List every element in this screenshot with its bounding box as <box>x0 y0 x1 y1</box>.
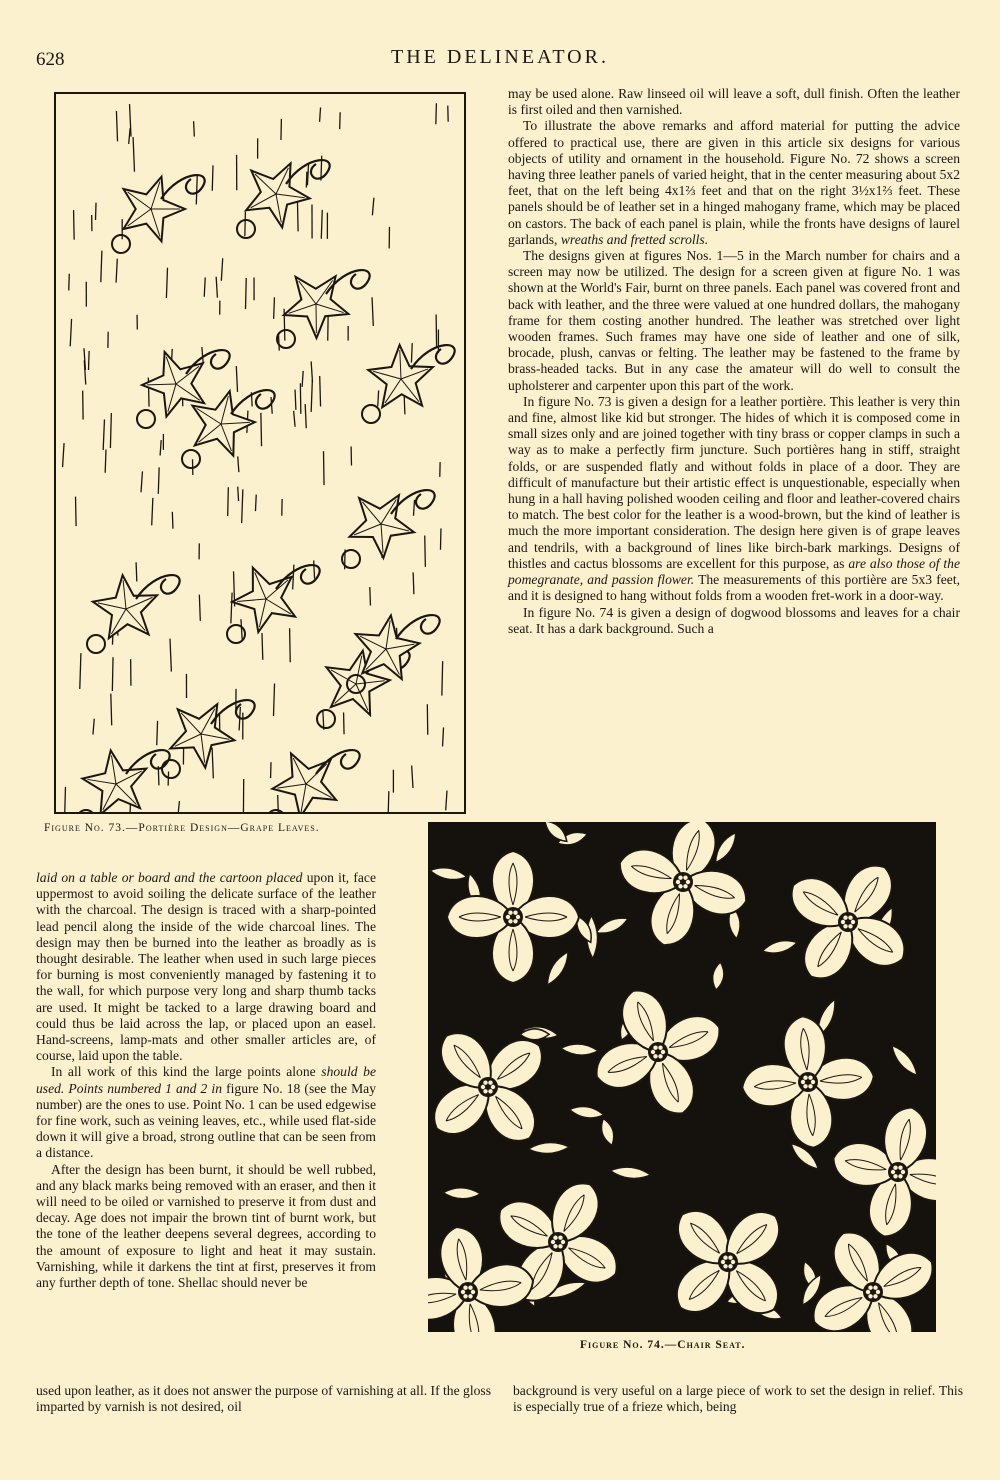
flower-stamen <box>461 1290 465 1294</box>
dogwood-leaf <box>443 1187 481 1199</box>
bark-line <box>378 390 379 406</box>
bark-line <box>157 721 158 745</box>
bark-line <box>74 210 75 240</box>
flower-stamen <box>873 1294 877 1298</box>
flower-stamen <box>898 1166 902 1170</box>
bark-line <box>65 787 66 812</box>
bark-line <box>228 487 229 516</box>
bark-line <box>89 351 90 370</box>
bark-line <box>101 251 102 283</box>
flower-stamen <box>721 1260 725 1264</box>
flower-stamen <box>481 1085 485 1089</box>
bark-line <box>370 587 371 605</box>
bark-line <box>305 404 306 428</box>
tendril-curl <box>277 330 295 348</box>
bark-line <box>212 165 213 190</box>
bark-line <box>194 121 195 136</box>
flower-stamen <box>491 1085 495 1089</box>
bark-line <box>76 497 77 527</box>
flower-stamen <box>876 1290 880 1294</box>
bark-line <box>273 684 274 717</box>
flower-stamen <box>848 924 852 928</box>
flower-stamen <box>808 1076 812 1080</box>
paragraph: may be used alone. Raw linseed oil will leave a soft, dull finish. Often the leather is first oiled and then varnished. <box>508 86 960 118</box>
bark-line <box>152 498 153 525</box>
figure-74-chair-seat-illustration <box>428 822 936 1332</box>
bark-line <box>320 376 321 407</box>
bark-line <box>196 175 197 204</box>
paragraph: background is very useful on a large piece of work to set the design in relief. This is especially true of a frieze which, being <box>513 1383 963 1415</box>
flower-stamen <box>468 1286 472 1290</box>
italic-text: laid on a table or board and the cartoon placed <box>36 870 303 885</box>
bark-line <box>413 572 414 594</box>
tendril <box>396 615 440 639</box>
grape-leaf <box>82 750 146 812</box>
figure-74-caption: Figure No. 74.—Chair Seat. <box>580 1339 746 1351</box>
bark-line <box>136 562 137 581</box>
flower-stamen <box>653 1046 657 1050</box>
italic-text: wreaths and fretted scrolls. <box>560 231 709 247</box>
flower-stamen <box>471 1290 475 1294</box>
flower-stamen <box>513 911 517 915</box>
flower-stamen <box>483 1081 487 1085</box>
bark-line <box>320 107 321 121</box>
bark-line <box>314 560 315 578</box>
flower-stamen <box>893 1174 897 1178</box>
left-column-text <box>36 870 376 1291</box>
bark-line <box>238 456 239 472</box>
bark-line <box>436 103 437 124</box>
flower-stamen <box>841 920 845 924</box>
tendril-curl <box>87 635 105 653</box>
figure-73-caption: Figure No. 73.—Portière Design—Grape Leaves. <box>44 822 320 834</box>
tendril <box>231 390 275 414</box>
bark-line <box>274 297 275 319</box>
figure-73-portiere-illustration <box>54 92 466 814</box>
bark-line <box>412 766 413 788</box>
bark-line <box>307 162 308 185</box>
flower-stamen <box>843 924 847 928</box>
flower-stamen <box>801 1080 805 1084</box>
dogwood-leaf <box>598 1117 617 1147</box>
dogwood-leaf <box>528 1141 570 1154</box>
bark-line <box>112 657 113 691</box>
bark-line <box>170 639 171 672</box>
paragraph <box>36 1064 376 1161</box>
bark-line <box>212 748 213 779</box>
paragraph <box>508 118 960 248</box>
tendril-curl <box>237 220 255 238</box>
flower-stamen <box>851 920 855 924</box>
tendril-curl <box>77 810 95 812</box>
bark-line <box>413 500 414 516</box>
flower-stamen <box>873 1286 877 1290</box>
bark-line <box>388 791 389 812</box>
dogwood-leaf <box>888 1042 922 1079</box>
flower-stamen <box>898 1174 902 1178</box>
bark-line <box>110 413 111 448</box>
bark-line <box>242 489 243 523</box>
bark-line <box>306 172 307 188</box>
flower-stamen <box>561 1240 565 1244</box>
bark-line <box>178 801 179 812</box>
bark-line <box>202 347 203 363</box>
page-number: 628 <box>36 49 65 70</box>
italic-text: are also those of the pomegranate, and passion flower. <box>508 555 960 588</box>
bark-line <box>129 128 130 144</box>
dogwood-leaf <box>429 865 468 882</box>
text-run: figure No. 18 (see the May number) are the ones to use. Point No. 1 can be used edgewise for fine work, such as veining leaves, etc., while used flat-side down it will give a broad, strong outline that can be seen from a distance. <box>36 1080 376 1161</box>
bark-line <box>302 371 303 387</box>
bark-line <box>290 628 291 662</box>
flower-stamen <box>653 1054 657 1058</box>
bark-line <box>446 791 447 811</box>
flower-stamen <box>463 1294 467 1298</box>
bark-line <box>166 268 167 298</box>
paragraph: used upon leather, as it does not answer the purpose of varnishing at all. If the gloss imparted by varnish is not desired, oil <box>36 1383 491 1415</box>
dogwood-leaf <box>560 1043 598 1057</box>
bark-line <box>199 595 200 621</box>
bark-line <box>103 419 104 450</box>
flower-stamen <box>683 884 687 888</box>
bark-line <box>160 440 161 455</box>
bark-line <box>158 467 159 494</box>
flower-stamen <box>558 1236 562 1240</box>
bark-line <box>372 297 373 326</box>
paragraph: In figure No. 74 is given a design of dogwood blossoms and leaves for a chair seat. It has a dark background. Such a <box>508 604 960 636</box>
tendril-curl <box>112 235 130 253</box>
tendril <box>161 175 205 199</box>
flower-stamen <box>551 1240 555 1244</box>
tendril-curl <box>317 710 335 728</box>
bark-line <box>116 111 117 141</box>
bark-line <box>69 274 70 291</box>
bark-line <box>425 535 426 566</box>
text-run: In all work of this kind the large points alone <box>51 1064 316 1080</box>
paragraph: After the design has been burnt, it should be well rubbed, and any black marks being removed with an eraser, and then it will need to be oiled or varnished to preserve it from dust and decay. Age does not impair the brown tint of burnt work, but the tone of the leather deepens several degrees, according to the amount of exposure to light and heat it may sustain. Varnishing, while it darkens the tint at first, preserves it from any further depth of tone. Shellac should never be <box>36 1161 376 1291</box>
bark-line <box>105 449 106 472</box>
grape-leaf <box>350 495 415 558</box>
bark-line <box>442 661 443 695</box>
text-run: To illustrate the above remarks and afford material for putting the advice offered to practical use, there are given in this article six designs for various objects of utility and ornament in the household. Figure No. 72 shows a screen having three leather panels of varied height, that in the center measuring about 5x2 feet, that on the left being 4x1⅔ feet and that on the right 3½x1⅔ feet. These panels should be of leather set in a hinged mahogany frame, which may be placed on castors. The back of each panel is plain, while the fronts have designs of laurel garlands, <box>508 118 960 247</box>
flower-stamen <box>803 1076 807 1080</box>
flower-stamen <box>848 916 852 920</box>
bark-line <box>111 694 112 726</box>
grape-leaf <box>170 704 234 768</box>
dogwood-leaf <box>541 822 570 845</box>
paragraph <box>508 394 960 605</box>
bark-line <box>443 727 444 746</box>
bark-line <box>340 112 341 129</box>
bark-line <box>216 277 217 298</box>
bark-line <box>294 411 295 427</box>
right-bottom-text <box>513 1383 963 1415</box>
flower-stamen <box>723 1264 727 1268</box>
bark-line <box>116 259 117 283</box>
flower-stamen <box>483 1089 487 1093</box>
flower-stamen <box>901 1170 905 1174</box>
flower-stamen <box>676 880 680 884</box>
bark-line <box>236 366 237 392</box>
flower-stamen <box>808 1084 812 1088</box>
bark-line <box>133 137 134 172</box>
bark-line <box>141 471 142 492</box>
bark-line <box>245 212 246 237</box>
tendril-curl <box>267 810 285 812</box>
flower-stamen <box>893 1166 897 1170</box>
bark-line <box>238 487 239 501</box>
flower-stamen <box>658 1046 662 1050</box>
flower-stamen <box>553 1244 557 1248</box>
bark-line <box>311 379 312 412</box>
flower-stamen <box>866 1290 870 1294</box>
paragraph <box>36 870 376 1064</box>
bark-line <box>80 653 81 689</box>
flower-stamen <box>508 919 512 923</box>
flower-stamen <box>891 1170 895 1174</box>
flower-stamen <box>508 911 512 915</box>
flower-stamen <box>651 1050 655 1054</box>
flower-stamen <box>678 876 682 880</box>
flower-stamen <box>488 1089 492 1093</box>
flower-stamen <box>516 915 520 919</box>
flower-stamen <box>723 1256 727 1260</box>
flower-stamen <box>678 884 682 888</box>
flower-stamen <box>513 919 517 923</box>
bark-line <box>246 278 247 309</box>
flower-stamen <box>661 1050 665 1054</box>
left-bottom-text <box>36 1383 491 1415</box>
flower-stamen <box>553 1236 557 1240</box>
bark-line <box>262 633 263 660</box>
bark-line <box>241 619 242 640</box>
tendril-curl <box>362 405 380 423</box>
tendril-curl <box>162 760 180 778</box>
flower-stamen <box>658 1054 662 1058</box>
text-run: The measurements of this portière are 5x3 feet, and it is designed to hang without folds from a wooden fret-work in a door-way. <box>508 572 960 604</box>
flower-stamen <box>843 916 847 920</box>
flower-stamen <box>811 1080 815 1084</box>
dogwood-leaf <box>711 961 726 991</box>
flower-stamen <box>868 1294 872 1298</box>
flower-stamen <box>558 1244 562 1248</box>
dogwood-leaf <box>610 1165 652 1180</box>
bark-line <box>70 319 71 347</box>
bark-line <box>297 202 298 231</box>
italic-text: should be used. Points numbered 1 and 2 in <box>36 1064 376 1096</box>
flower-stamen <box>506 915 510 919</box>
bark-line <box>204 277 205 296</box>
flower-stamen <box>868 1286 872 1290</box>
flower-stamen <box>686 880 690 884</box>
paragraph: The designs given at figures Nos. 1—5 in the March number for chairs and a screen may now be utilized. The design for a screen given at figure No. 1 was shown at the World's Fair, burnt on three panels. Each panel was covered front and back with leather, and the three were valued at one hundred dollars, the mahogany frame for them costing another hundred. The leather was stretched over light wooden frames. Such frames may have one side of leather and one of silk, brocade, plush, canvas or felting. The leather may be fastened to the frame by brass-headed tacks. But in any case the amateur will do well to consult the upholsterer and carpenter upon this part of the work. <box>508 248 960 393</box>
bark-line <box>96 203 97 220</box>
bark-line <box>172 512 173 529</box>
dogwood-leaf <box>594 913 630 937</box>
dogwood-blossoms-drawing <box>428 822 936 1332</box>
text-run: In figure No. 73 is given a design for a leather portière. This leather is very thin and fine, almost like kid but stronger. The hides of which it is composed come in small sizes only and are joined together with tiny brass or copper clamps in such a way as to make a perfectly firm juncture. Such portières hang in stiff, straight folds, or are suspended flatly and without folds in place of a door. They are difficult of manufacture but their artistic effect is unquestionable, especially when hung in a hall having polished wooden ceiling and floor and leather-covered chairs to match. The best color for the leather is a wood-brown, but the kind of leather is much the more important consideration. The design here given is of grape leaves and tendrils, with a background of lines like birch-bark markings. Designs of thistles and cactus blossoms are excellent for this purpose, as <box>508 393 960 571</box>
tendril-curl <box>137 410 155 428</box>
text-run: upon it, face uppermost to avoid soiling the delicate surface of the leather with the charcoal. The design is traced with a sharp-pointed lead pencil along the inside of the wide charcoal lines. The design may then be burned into the leather as broadly as is thought desirable. The leather when used in such large pieces for burning is most conveniently managed by fastening it to the wall, for which purpose very long and sharp thumb tacks are used. It might be tacked to a large drawing board and could thus be laid across the lap, or placed upon an easel. Hand-screens, lamp-mats and other smaller articles are, of course, laid upon the table. <box>36 870 376 1064</box>
bark-line <box>93 719 94 735</box>
bark-line <box>261 413 262 446</box>
flower-stamen <box>728 1256 732 1260</box>
flower-stamen <box>728 1264 732 1268</box>
dogwood-leaf <box>761 937 798 956</box>
bark-line <box>221 258 222 281</box>
bark-line <box>255 495 256 512</box>
bark-line <box>324 451 325 485</box>
tendril-curl <box>182 450 200 468</box>
bark-line <box>231 593 232 624</box>
flower-stamen <box>803 1084 807 1088</box>
dogwood-leaf <box>569 1104 605 1120</box>
tendril <box>411 345 455 369</box>
flower-stamen <box>468 1294 472 1298</box>
bark-line <box>293 565 294 590</box>
bark-line <box>311 361 312 382</box>
running-head: THE DELINEATOR. <box>391 46 609 68</box>
bark-line <box>295 390 296 410</box>
bark-line <box>63 443 64 467</box>
flower-stamen <box>463 1286 467 1290</box>
dogwood-leaf <box>543 949 573 988</box>
flower-stamen <box>488 1081 492 1085</box>
bark-line <box>372 198 373 216</box>
flower-stamen <box>683 876 687 880</box>
flower-stamen <box>731 1260 735 1264</box>
right-column-text <box>508 86 960 637</box>
bark-line <box>411 343 412 362</box>
bark-line <box>321 210 322 239</box>
grape-leaves-drawing <box>56 94 464 812</box>
grape-leaf <box>246 163 310 227</box>
